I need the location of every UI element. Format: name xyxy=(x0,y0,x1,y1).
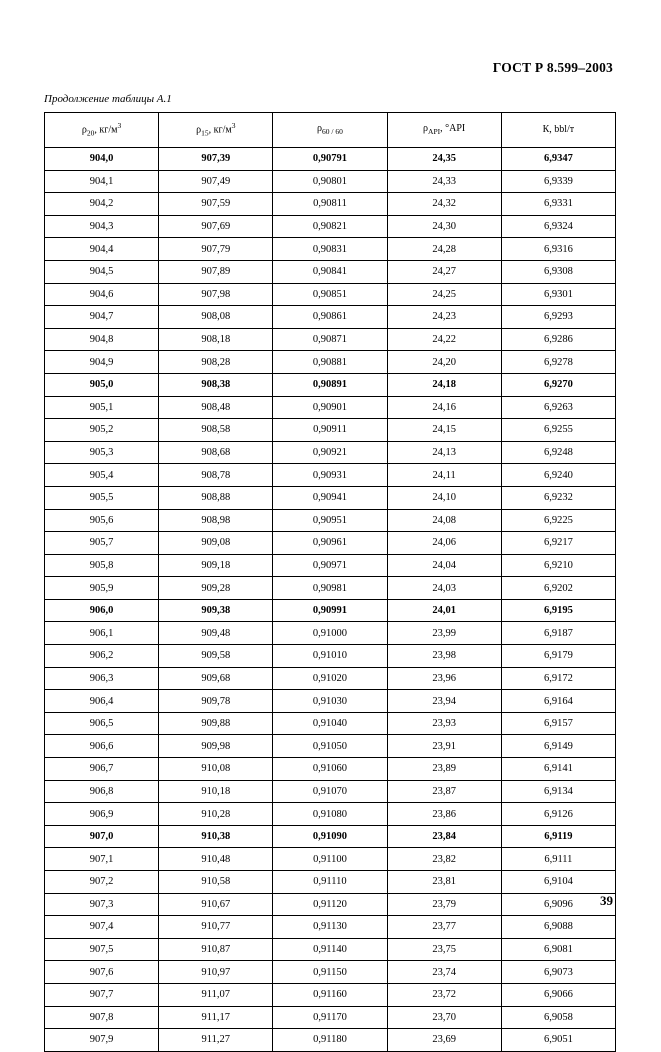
column-unit: , кг/м xyxy=(94,124,118,136)
table-cell: 0,91110 xyxy=(273,871,387,894)
table-cell: 6,9232 xyxy=(501,486,615,509)
table-cell: 23,81 xyxy=(387,871,501,894)
column-symbol: ρ xyxy=(196,124,202,136)
table-cell: 907,89 xyxy=(159,260,273,283)
table-cell: 907,0 xyxy=(45,825,159,848)
table-cell: 23,86 xyxy=(387,803,501,826)
column-subscript: API xyxy=(428,127,441,137)
table-cell: 24,06 xyxy=(387,532,501,555)
table-row xyxy=(45,373,616,396)
table-cell: 905,5 xyxy=(45,486,159,509)
table-cell: 908,08 xyxy=(159,306,273,329)
table-row xyxy=(45,532,616,555)
table-cell: 906,8 xyxy=(45,780,159,803)
table-cell: 6,9240 xyxy=(501,464,615,487)
table-cell: 23,69 xyxy=(387,1029,501,1052)
table-cell: 24,20 xyxy=(387,351,501,374)
table-cell: 6,9187 xyxy=(501,622,615,645)
table-cell: 904,3 xyxy=(45,215,159,238)
table-cell: 0,90891 xyxy=(273,373,387,396)
table-cell: 910,58 xyxy=(159,871,273,894)
table-cell: 24,10 xyxy=(387,486,501,509)
column-symbol: ρ xyxy=(317,123,323,135)
table-cell: 24,28 xyxy=(387,238,501,261)
table-row xyxy=(45,599,616,622)
table-cell: 906,4 xyxy=(45,690,159,713)
column-superscript: 3 xyxy=(117,121,122,131)
table-cell: 910,87 xyxy=(159,938,273,961)
table-cell: 904,5 xyxy=(45,260,159,283)
table-cell: 24,08 xyxy=(387,509,501,532)
table-cell: 24,30 xyxy=(387,215,501,238)
table-cell: 908,78 xyxy=(159,464,273,487)
table-cell: 0,91030 xyxy=(273,690,387,713)
table-row xyxy=(45,509,616,532)
table-cell: 6,9134 xyxy=(501,780,615,803)
table-cell: 24,01 xyxy=(387,599,501,622)
table-cell: 0,90941 xyxy=(273,486,387,509)
table-cell: 0,91070 xyxy=(273,780,387,803)
table-cell: 911,27 xyxy=(159,1029,273,1052)
table-cell: 907,5 xyxy=(45,938,159,961)
table-cell: 23,70 xyxy=(387,1006,501,1029)
table-row xyxy=(45,306,616,329)
table-cell: 0,90991 xyxy=(273,599,387,622)
table-cell: 6,9104 xyxy=(501,871,615,894)
table-cell: 909,38 xyxy=(159,599,273,622)
table-cell: 909,68 xyxy=(159,667,273,690)
standard-header: ГОСТ Р 8.599–2003 xyxy=(492,60,613,75)
table-cell: 0,91090 xyxy=(273,825,387,848)
table-cell: 905,8 xyxy=(45,554,159,577)
column-unit: , кг/м xyxy=(208,124,232,136)
table-cell: 904,6 xyxy=(45,283,159,306)
table-row xyxy=(45,961,616,984)
table-cell: 0,90951 xyxy=(273,509,387,532)
table-cell: 908,38 xyxy=(159,373,273,396)
table-cell: 6,9225 xyxy=(501,509,615,532)
table-cell: 0,91170 xyxy=(273,1006,387,1029)
table-cell: 6,9301 xyxy=(501,283,615,306)
table-cell: 6,9141 xyxy=(501,758,615,781)
table-cell: 907,39 xyxy=(159,148,273,171)
table-cell: 0,90841 xyxy=(273,260,387,283)
table-cell: 0,91010 xyxy=(273,645,387,668)
table-cell: 6,9248 xyxy=(501,441,615,464)
table-cell: 907,6 xyxy=(45,961,159,984)
table-cell: 0,90861 xyxy=(273,306,387,329)
table-cell: 907,4 xyxy=(45,916,159,939)
table-row xyxy=(45,328,616,351)
table-cell: 909,78 xyxy=(159,690,273,713)
table-cell: 0,90971 xyxy=(273,554,387,577)
table-cell: 6,9278 xyxy=(501,351,615,374)
table-cell: 24,03 xyxy=(387,577,501,600)
table-cell: 911,17 xyxy=(159,1006,273,1029)
table-cell: 911,07 xyxy=(159,983,273,1006)
table-row xyxy=(45,260,616,283)
table-cell: 0,91130 xyxy=(273,916,387,939)
table-cell: 23,87 xyxy=(387,780,501,803)
table-row xyxy=(45,1029,616,1052)
table-cell: 24,32 xyxy=(387,193,501,216)
table-cell: 6,9081 xyxy=(501,938,615,961)
table-cell: 6,9126 xyxy=(501,803,615,826)
table-row xyxy=(45,871,616,894)
table-cell: 906,2 xyxy=(45,645,159,668)
table-cell: 6,9096 xyxy=(501,893,615,916)
table-row xyxy=(45,825,616,848)
table-cell: 23,99 xyxy=(387,622,501,645)
table-cell: 6,9066 xyxy=(501,983,615,1006)
table-cell: 6,9051 xyxy=(501,1029,615,1052)
table-cell: 0,90811 xyxy=(273,193,387,216)
table-cell: 24,27 xyxy=(387,260,501,283)
table-cell: 0,90791 xyxy=(273,148,387,171)
table-cell: 906,0 xyxy=(45,599,159,622)
table-cell: 6,9111 xyxy=(501,848,615,871)
table-cell: 907,1 xyxy=(45,848,159,871)
column-unit: , bbl/т xyxy=(549,123,575,135)
table-cell: 0,91080 xyxy=(273,803,387,826)
table-cell: 24,16 xyxy=(387,396,501,419)
column-symbol: ρ xyxy=(81,124,87,136)
table-row xyxy=(45,215,616,238)
table-row xyxy=(45,758,616,781)
table-cell: 6,9088 xyxy=(501,916,615,939)
table-cell: 23,84 xyxy=(387,825,501,848)
table-cell: 905,7 xyxy=(45,532,159,555)
table-row xyxy=(45,577,616,600)
table-cell: 0,91050 xyxy=(273,735,387,758)
table-cell: 0,90871 xyxy=(273,328,387,351)
table-cell: 908,18 xyxy=(159,328,273,351)
column-symbol: К xyxy=(542,123,550,135)
table-cell: 6,9202 xyxy=(501,577,615,600)
table-row xyxy=(45,645,616,668)
table-cell: 908,68 xyxy=(159,441,273,464)
table-cell: 905,6 xyxy=(45,509,159,532)
table-cell: 908,58 xyxy=(159,419,273,442)
table-cell: 0,90831 xyxy=(273,238,387,261)
table-cell: 906,3 xyxy=(45,667,159,690)
table-cell: 907,8 xyxy=(45,1006,159,1029)
table-row xyxy=(45,419,616,442)
table-row xyxy=(45,351,616,374)
table-cell: 904,9 xyxy=(45,351,159,374)
table-cell: 904,4 xyxy=(45,238,159,261)
table-cell: 904,8 xyxy=(45,328,159,351)
table-cell: 23,77 xyxy=(387,916,501,939)
table-cell: 24,35 xyxy=(387,148,501,171)
table-row xyxy=(45,396,616,419)
table-row xyxy=(45,667,616,690)
table-cell: 907,2 xyxy=(45,871,159,894)
table-row xyxy=(45,916,616,939)
table-cell: 6,9073 xyxy=(501,961,615,984)
table-cell: 910,48 xyxy=(159,848,273,871)
table-cell: 6,9255 xyxy=(501,419,615,442)
table-row xyxy=(45,464,616,487)
table-cell: 907,79 xyxy=(159,238,273,261)
table-body xyxy=(45,148,616,1052)
table-cell: 24,23 xyxy=(387,306,501,329)
table-cell: 904,1 xyxy=(45,170,159,193)
table-continuation-label: Продолжение таблицы А.1 xyxy=(44,93,172,105)
table-cell: 905,2 xyxy=(45,419,159,442)
table-cell: 0,90931 xyxy=(273,464,387,487)
table-cell: 6,9316 xyxy=(501,238,615,261)
table-cell: 23,96 xyxy=(387,667,501,690)
table-header xyxy=(45,113,616,148)
table-header-row xyxy=(45,113,616,148)
table-cell: 24,33 xyxy=(387,170,501,193)
table-cell: 24,22 xyxy=(387,328,501,351)
table-cell: 23,93 xyxy=(387,712,501,735)
table-cell: 24,11 xyxy=(387,464,501,487)
table-cell: 909,28 xyxy=(159,577,273,600)
table-row xyxy=(45,938,616,961)
table-cell: 904,7 xyxy=(45,306,159,329)
table-cell: 24,18 xyxy=(387,373,501,396)
table-cell: 24,04 xyxy=(387,554,501,577)
table-cell: 907,3 xyxy=(45,893,159,916)
table-cell: 905,3 xyxy=(45,441,159,464)
table-cell: 908,88 xyxy=(159,486,273,509)
table-cell: 0,90851 xyxy=(273,283,387,306)
table-cell: 908,28 xyxy=(159,351,273,374)
density-conversion-table xyxy=(44,112,616,1052)
table-cell: 0,90881 xyxy=(273,351,387,374)
column-header-2 xyxy=(273,113,387,148)
table-cell: 905,4 xyxy=(45,464,159,487)
table-row xyxy=(45,486,616,509)
table-cell: 6,9263 xyxy=(501,396,615,419)
table-cell: 23,79 xyxy=(387,893,501,916)
table-cell: 0,91060 xyxy=(273,758,387,781)
table-cell: 6,9331 xyxy=(501,193,615,216)
table-cell: 6,9347 xyxy=(501,148,615,171)
table-row xyxy=(45,622,616,645)
table-row xyxy=(45,735,616,758)
table-cell: 910,08 xyxy=(159,758,273,781)
column-subscript: 15 xyxy=(201,128,209,138)
column-subscript: 20 xyxy=(86,128,95,138)
table-cell: 907,59 xyxy=(159,193,273,216)
table-cell: 0,91160 xyxy=(273,983,387,1006)
table-row xyxy=(45,193,616,216)
table-cell: 6,9339 xyxy=(501,170,615,193)
table-row xyxy=(45,441,616,464)
table-row xyxy=(45,1006,616,1029)
table-cell: 904,2 xyxy=(45,193,159,216)
table-cell: 6,9293 xyxy=(501,306,615,329)
table-cell: 6,9058 xyxy=(501,1006,615,1029)
table-cell: 0,91100 xyxy=(273,848,387,871)
column-header-0 xyxy=(45,113,159,148)
table-cell: 907,49 xyxy=(159,170,273,193)
table-cell: 905,0 xyxy=(45,373,159,396)
column-header-3 xyxy=(387,113,501,148)
table-cell: 23,98 xyxy=(387,645,501,668)
table-row xyxy=(45,780,616,803)
column-subscript: 60 / 60 xyxy=(322,127,343,137)
table-row xyxy=(45,690,616,713)
column-superscript: 3 xyxy=(231,121,236,131)
table-cell: 906,7 xyxy=(45,758,159,781)
table-row xyxy=(45,554,616,577)
table-cell: 905,1 xyxy=(45,396,159,419)
table-cell: 910,38 xyxy=(159,825,273,848)
table-cell: 909,88 xyxy=(159,712,273,735)
table-cell: 6,9164 xyxy=(501,690,615,713)
table-cell: 904,0 xyxy=(45,148,159,171)
table-cell: 909,08 xyxy=(159,532,273,555)
table-cell: 909,58 xyxy=(159,645,273,668)
table-cell: 6,9210 xyxy=(501,554,615,577)
table-cell: 6,9270 xyxy=(501,373,615,396)
table-cell: 0,91000 xyxy=(273,622,387,645)
page-number: 39 xyxy=(600,893,613,908)
table-cell: 23,91 xyxy=(387,735,501,758)
table-cell: 24,25 xyxy=(387,283,501,306)
table-row xyxy=(45,983,616,1006)
table-cell: 0,90981 xyxy=(273,577,387,600)
table-row xyxy=(45,148,616,171)
table-row xyxy=(45,848,616,871)
table-cell: 0,90961 xyxy=(273,532,387,555)
table-row xyxy=(45,170,616,193)
table-row xyxy=(45,283,616,306)
table-cell: 906,1 xyxy=(45,622,159,645)
column-symbol: ρ xyxy=(423,123,429,135)
table-cell: 907,98 xyxy=(159,283,273,306)
table-row xyxy=(45,803,616,826)
table-cell: 23,75 xyxy=(387,938,501,961)
table-cell: 6,9195 xyxy=(501,599,615,622)
table-cell: 0,90821 xyxy=(273,215,387,238)
table-cell: 23,74 xyxy=(387,961,501,984)
table-cell: 24,13 xyxy=(387,441,501,464)
table-cell: 908,98 xyxy=(159,509,273,532)
table-cell: 23,94 xyxy=(387,690,501,713)
table-cell: 910,28 xyxy=(159,803,273,826)
table-cell: 23,89 xyxy=(387,758,501,781)
table-cell: 6,9157 xyxy=(501,712,615,735)
table-cell: 0,91120 xyxy=(273,893,387,916)
table-row xyxy=(45,712,616,735)
table-cell: 6,9149 xyxy=(501,735,615,758)
table-cell: 6,9324 xyxy=(501,215,615,238)
table-row xyxy=(45,238,616,261)
column-unit: , °API xyxy=(440,123,466,135)
table-cell: 0,91040 xyxy=(273,712,387,735)
table-cell: 907,9 xyxy=(45,1029,159,1052)
table-cell: 6,9286 xyxy=(501,328,615,351)
table-cell: 6,9119 xyxy=(501,825,615,848)
table-cell: 906,9 xyxy=(45,803,159,826)
table-cell: 910,18 xyxy=(159,780,273,803)
table-cell: 23,82 xyxy=(387,848,501,871)
table-cell: 909,48 xyxy=(159,622,273,645)
column-header-1 xyxy=(159,113,273,148)
table-cell: 909,18 xyxy=(159,554,273,577)
table-cell: 909,98 xyxy=(159,735,273,758)
table-cell: 906,6 xyxy=(45,735,159,758)
table-cell: 0,90901 xyxy=(273,396,387,419)
table-cell: 907,7 xyxy=(45,983,159,1006)
table-cell: 0,91140 xyxy=(273,938,387,961)
table-cell: 6,9217 xyxy=(501,532,615,555)
table-cell: 0,90921 xyxy=(273,441,387,464)
table-cell: 910,77 xyxy=(159,916,273,939)
table-cell: 0,91150 xyxy=(273,961,387,984)
table-cell: 6,9172 xyxy=(501,667,615,690)
table-row xyxy=(45,893,616,916)
table-cell: 907,69 xyxy=(159,215,273,238)
table-cell: 6,9308 xyxy=(501,260,615,283)
table-cell: 0,90911 xyxy=(273,419,387,442)
column-header-4 xyxy=(501,113,615,148)
table-cell: 0,91180 xyxy=(273,1029,387,1052)
table-cell: 908,48 xyxy=(159,396,273,419)
table-cell: 6,9179 xyxy=(501,645,615,668)
table-cell: 905,9 xyxy=(45,577,159,600)
table-cell: 910,67 xyxy=(159,893,273,916)
table-cell: 910,97 xyxy=(159,961,273,984)
table-cell: 0,90801 xyxy=(273,170,387,193)
table-cell: 906,5 xyxy=(45,712,159,735)
table-cell: 0,91020 xyxy=(273,667,387,690)
table-cell: 23,72 xyxy=(387,983,501,1006)
table-cell: 24,15 xyxy=(387,419,501,442)
